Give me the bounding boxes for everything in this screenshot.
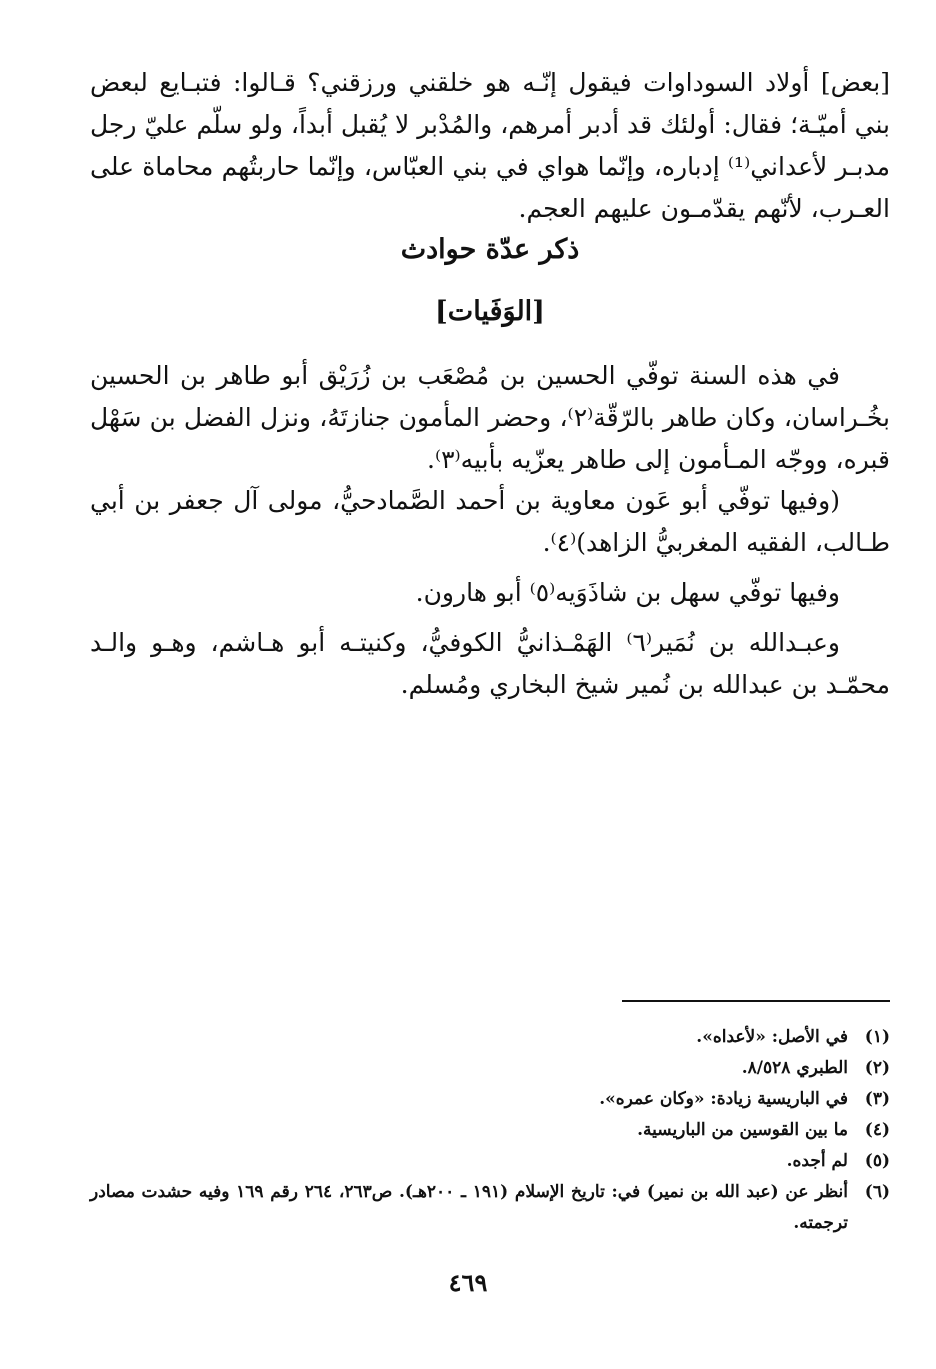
footnote-text: الطبري ٨/٥٢٨. — [741, 1058, 848, 1078]
footnotes-list — [90, 1022, 890, 1239]
footnote-text: في الأصل: «لأعداه». — [696, 1027, 848, 1047]
footnote-divider — [622, 1000, 890, 1002]
footnote-text: في الباريسية زيادة: «وكان عمره». — [599, 1089, 848, 1109]
subsection-heading: [الوَفَيات] — [435, 296, 545, 327]
paragraph-3: وفيها توفّي سهل بن شاذَوَيه⁽٥⁾ أبو هارون. — [415, 578, 840, 607]
paragraph-4: وعبـدالله بن نُمَير⁽٦⁾ الهَمْـذانيُّ الكوفيُّ، وكنيتـه أبو هـاشم، وهـو والـد محمّـد بن عبدالله بن نُمير شيخ البخاري ومُسلم. — [90, 628, 890, 699]
footnote-number: (٢) — [864, 1058, 890, 1078]
paragraph-2: (وفيها توفّي أبو عَون معاوية بن أحمد الصَّمادحيُّ، مولى آل جعفر بن أبي طـالب، الفقيه المغربيُّ الزاهد)⁽٤⁾. — [90, 486, 890, 557]
intro-paragraph: [بعض] أولاد السوداوات فيقول إنّـه هو خلقني ورزقني؟ قـالوا: فتبـايع لبعض بني أميّـة؛ فقال: أولئك قد أدبر أمرهم، والمُدْبر لا يُقبل أبداً، ولو سلّم عليّ رجل مدبـر لأعداني⁽¹⁾ إدباره، وإنّما هواي في بني العبّاس، وإنّما حاربتُهم محاماة على العـرب، لأنّهم يقدّمـون عليهم العجم. — [90, 68, 891, 223]
footnote-number: (٦) — [864, 1182, 890, 1202]
footnote-3 — [90, 1084, 890, 1115]
footnote-number: (٣) — [864, 1089, 890, 1109]
footnote-text: لم أجده. — [786, 1151, 848, 1171]
footnote-1 — [90, 1022, 890, 1053]
footnote-5 — [90, 1146, 890, 1177]
footnote-4 — [90, 1115, 890, 1146]
footnote-text: ما بين القوسين من الباريسية. — [637, 1120, 848, 1140]
footnote-2 — [90, 1053, 890, 1084]
section-heading: ذكر عدّة حوادث — [400, 234, 580, 265]
footnote-number: (٤) — [864, 1120, 890, 1140]
paragraph-1: في هذه السنة توفّي الحسين بن مُصْعَب بن زُرَيْق أبو طاهر بن الحسين بخُـراسان، وكان طاهر بالرّقّة⁽٢⁾، وحضر المأمون جنازتَهُ، ونزل الفضل بن سَهْل قبره، ووجّه المـأمون إلى طاهر يعزّيه بأبيه⁽٣⁾. — [90, 361, 890, 474]
page-number: ٤٦٩ — [448, 1268, 488, 1297]
footnote-number: (٥) — [864, 1151, 890, 1171]
footnote-6 — [90, 1177, 890, 1239]
footnote-number: (١) — [864, 1027, 890, 1047]
footnote-text: أنظر عن (عبد الله بن نمير) في: تاريخ الإسلام (١٩١ ـ ٢٠٠هـ). ص٢٦٣، ٢٦٤ رقم ١٦٩ وفيه حشدت مصادر ترجمته. — [90, 1182, 848, 1233]
